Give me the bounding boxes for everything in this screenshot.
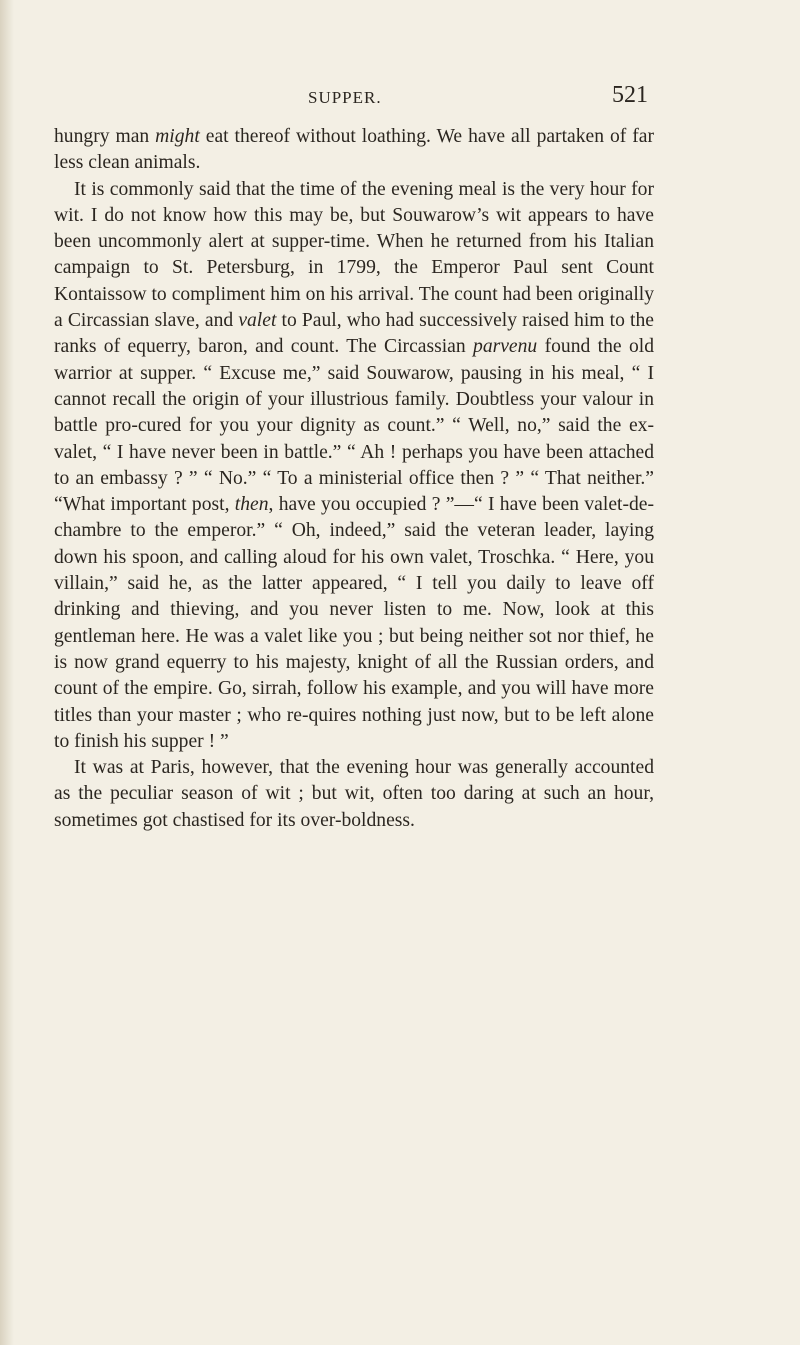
page-number: 521 (612, 82, 648, 108)
text-run: hungry man (54, 126, 156, 147)
running-head: SUPPER. (308, 88, 382, 107)
paragraph (54, 124, 654, 177)
text-run: eat thereof without loathing. We have all partaken of far less clean animals. (54, 126, 654, 174)
text-run: It was at Paris, however, that the evening hour was generally accounted as the peculiar season of wit ; but wit, often too daring at such an hour, sometimes got chastised for its over-boldness. (54, 757, 654, 831)
italic-text: might (155, 126, 200, 147)
paragraph (54, 755, 654, 834)
page-edge (0, 0, 14, 1345)
page-header (250, 82, 648, 122)
paragraph (54, 177, 654, 756)
text-run: to Paul, who had successively raised him to the ranks of equerry, baron, and count. The Circassian (54, 310, 654, 358)
text-run: found the old warrior at supper. “ Excuse me,” said Souwarow, pausing in his meal, “ I cannot recall the origin of your illustrious family. Doubtless your valour in battle pro-cured for you your dignity as count.” “ Well, no,” said the ex-valet, “ I have never been in battle.” “ Ah ! perhaps you have been attached to an embassy ? ” “ No.” “ To a ministerial office then ? ” “ That neither.” “What important post, (54, 336, 654, 516)
italic-text: valet (238, 310, 277, 332)
italic-text: then (234, 494, 269, 516)
italic-text: parvenu (473, 336, 538, 358)
body-text (54, 124, 654, 834)
text-run: , have you occupied ? ”—“ I have been valet-de-chambre to the emperor.” “ Oh, indeed,” said the veteran leader, laying down his spoon, and calling aloud for his own valet, Troschka. “ Here, you villain,” said he, as the latter appeared, “ I tell you daily to leave off drinking and thieving, and you never listen to me. Now, look at this gentleman here. He was a valet like you ; but being neither sot nor thief, he is now grand equerry to his majesty, knight of all the Russian orders, and count of the empire. Go, sirrah, follow his example, and you will have more titles than your master ; who re-quires nothing just now, but to be left alone to finish his supper ! ” (54, 494, 655, 752)
text-run: It is commonly said that the time of the evening meal is the very hour for wit. I do not know how this may be, but Souwarow’s wit appears to have been uncommonly alert at supper-time. When he returned from his Italian campaign to St. Petersburg, in 1799, the Emperor Paul sent Count Kontaissow to compliment him on his arrival. The count had been originally a Circassian slave, and (54, 178, 654, 332)
